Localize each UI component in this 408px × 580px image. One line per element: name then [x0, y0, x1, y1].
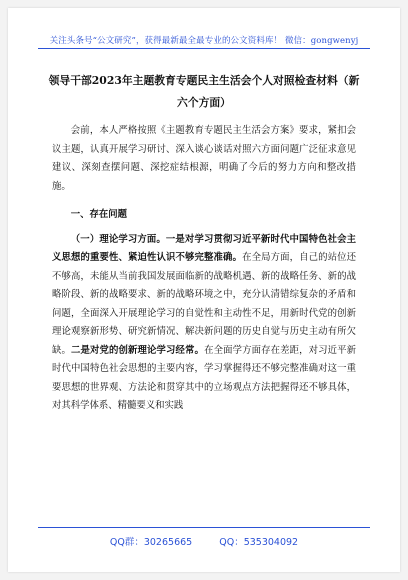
paragraph-text: 在全局方面，自己的站位还不够高，未能从当前我国发展面临新的战略机遇、新的战略任务、新的战略阶段、新的战略要求、新的战略环境之中，充分认清错综复杂的矛盾和问题，全面深入开展理论学习的自觉性和主动性不足，用新时代党的创新理论观察新形势、研究新情况、解决新问题的历史自觉与历史主动有所欠缺。: [52, 252, 356, 356]
intro-paragraph: 会前，本人严格按照《主题教育专题民主生活会方案》要求，紧扣会议主题，认真开展学习研讨、深入谈心谈话对照六方面问题广泛征求意见建议、深刻查摆问题、深挖症结根源，明确了今后的努力方向和整改措施。: [52, 125, 356, 192]
paragraph-theory-study: [52, 231, 356, 416]
section-heading: 一、存在问题: [70, 209, 128, 220]
footer-qq-group: QQ群：30265665: [109, 537, 193, 548]
footer: [8, 534, 400, 548]
header-rule: [38, 48, 370, 49]
footer-rule: [38, 527, 370, 528]
document-page: [8, 8, 400, 572]
document-title: 领导干部2023年主题教育专题民主生活会个人对照检查材料（新六个方面）: [48, 74, 360, 109]
paragraph-lead-bold: （一）理论学习方面。一是对学习贯彻习近平新时代中国特色社会主义思想的重要性、紧迫性认识不够完整准确。: [52, 233, 356, 263]
paragraph-text-continued: 在全面学方面存在差距，对习近平新时代中国特色社会思想的主要内容，学习掌握得还不够完整准确对这一重要思想的世界观、方法论和贯穿其中的立场观点方法把握得还不够具体，对其科学体系、精髓要义和实践: [52, 344, 356, 411]
footer-qq: QQ：535304092: [219, 537, 299, 548]
document-body: [52, 122, 356, 416]
paragraph-point-bold: 二是对党的创新理论学习经常。: [71, 344, 205, 356]
header-banner: 关注头条号“公文研究”，获得最新最全最专业的公文资料库！ 微信：gongwenyj: [49, 36, 359, 46]
